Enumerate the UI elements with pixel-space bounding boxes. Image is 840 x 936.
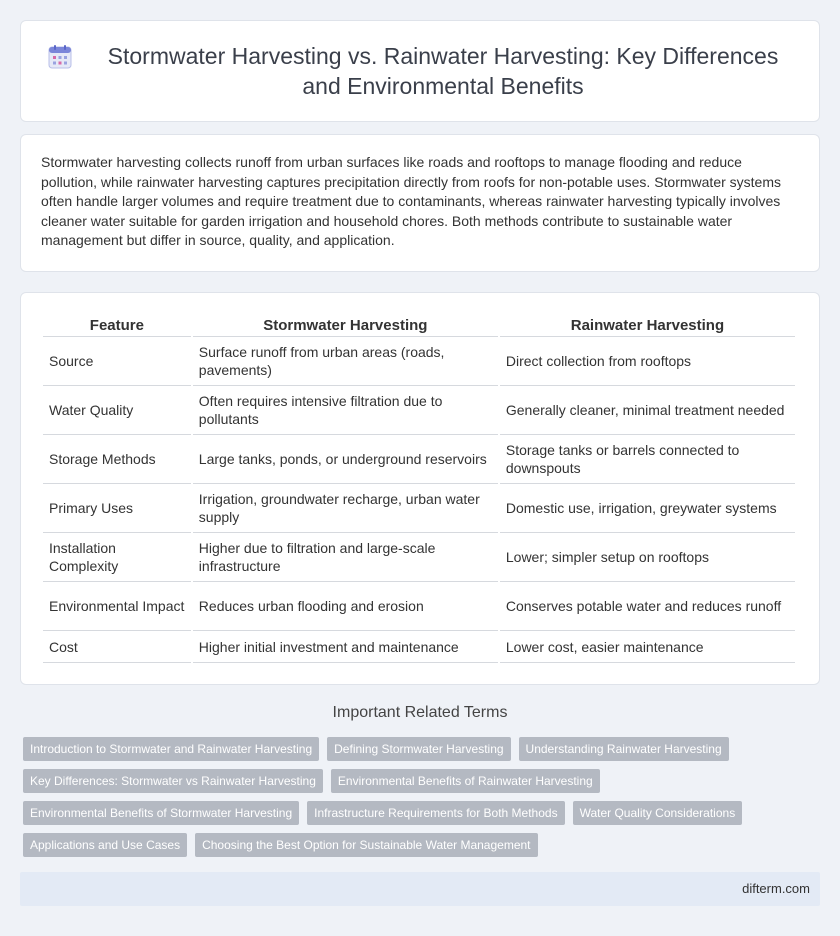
table-header-rainwater: Rainwater Harvesting	[500, 313, 795, 337]
table-row	[43, 435, 795, 484]
table-header-feature: Feature	[43, 313, 191, 337]
table-cell-stormwater: Higher initial investment and maintenance	[193, 631, 498, 663]
table-cell-stormwater: Large tanks, ponds, or underground reservoirs	[193, 435, 498, 484]
footer-brand[interactable]: difterm.com	[742, 881, 810, 896]
related-term-tag[interactable]: Key Differences: Stormwater vs Rainwater Harvesting	[23, 769, 323, 793]
related-terms-heading: Important Related Terms	[332, 704, 508, 721]
intro-card	[20, 134, 820, 272]
table-row	[43, 337, 795, 386]
comparison-table-card	[20, 292, 820, 685]
footer	[20, 872, 820, 906]
related-term-tag[interactable]: Choosing the Best Option for Sustainable Water Management	[195, 833, 537, 857]
table-row	[43, 533, 795, 582]
table-cell-feature: Cost	[43, 631, 191, 663]
related-term-tag[interactable]: Environmental Benefits of Rainwater Harvesting	[331, 769, 600, 793]
page-title: Stormwater Harvesting vs. Rainwater Harvesting: Key Differences and Environmental Benefits	[107, 43, 779, 99]
table-cell-rainwater: Generally cleaner, minimal treatment needed	[500, 386, 795, 435]
table-row	[43, 484, 795, 533]
table-cell-rainwater: Direct collection from rooftops	[500, 337, 795, 386]
table-cell-rainwater: Conserves potable water and reduces runoff	[500, 582, 795, 631]
table-cell-rainwater: Lower cost, easier maintenance	[500, 631, 795, 663]
related-terms-list	[23, 737, 803, 857]
table-cell-feature: Water Quality	[43, 386, 191, 435]
table-cell-stormwater: Often requires intensive filtration due to pollutants	[193, 386, 498, 435]
table-cell-feature: Primary Uses	[43, 484, 191, 533]
table-header-row	[43, 313, 795, 337]
table-cell-rainwater: Lower; simpler setup on rooftops	[500, 533, 795, 582]
table-cell-feature: Storage Methods	[43, 435, 191, 484]
table-cell-stormwater: Irrigation, groundwater recharge, urban water supply	[193, 484, 498, 533]
related-term-tag[interactable]: Water Quality Considerations	[573, 801, 743, 825]
table-header-stormwater: Stormwater Harvesting	[193, 313, 498, 337]
table-cell-stormwater: Surface runoff from urban areas (roads, pavements)	[193, 337, 498, 386]
header-card	[20, 20, 820, 122]
related-term-tag[interactable]: Infrastructure Requirements for Both Methods	[307, 801, 564, 825]
table-cell-rainwater: Storage tanks or barrels connected to downspouts	[500, 435, 795, 484]
related-term-tag[interactable]: Introduction to Stormwater and Rainwater Harvesting	[23, 737, 319, 761]
related-term-tag[interactable]: Defining Stormwater Harvesting	[327, 737, 510, 761]
table-row	[43, 582, 795, 631]
related-term-tag[interactable]: Applications and Use Cases	[23, 833, 187, 857]
table-row	[43, 386, 795, 435]
table-cell-stormwater: Higher due to filtration and large-scale infrastructure	[193, 533, 498, 582]
table-cell-stormwater: Reduces urban flooding and erosion	[193, 582, 498, 631]
table-row	[43, 631, 795, 663]
table-cell-feature: Source	[43, 337, 191, 386]
table-cell-feature: Environmental Impact	[43, 582, 191, 631]
comparison-table	[41, 313, 797, 663]
intro-paragraph: Stormwater harvesting collects runoff from urban surfaces like roads and rooftops to manage flooding and reduce pollution, while rainwater harvesting captures precipitation directly from roofs for non-potable uses. Stormwater systems often handle larger volumes and require treatment due to contaminants, whereas rainwater harvesting typically involves cleaner water suitable for garden irrigation and household chores. Both methods contribute to sustainable water management but differ in source, quality, and application.	[41, 154, 781, 248]
calendar-icon	[47, 44, 73, 70]
table-cell-feature: Installation Complexity	[43, 533, 191, 582]
table-cell-rainwater: Domestic use, irrigation, greywater systems	[500, 484, 795, 533]
related-term-tag[interactable]: Environmental Benefits of Stormwater Harvesting	[23, 801, 299, 825]
related-term-tag[interactable]: Understanding Rainwater Harvesting	[519, 737, 729, 761]
